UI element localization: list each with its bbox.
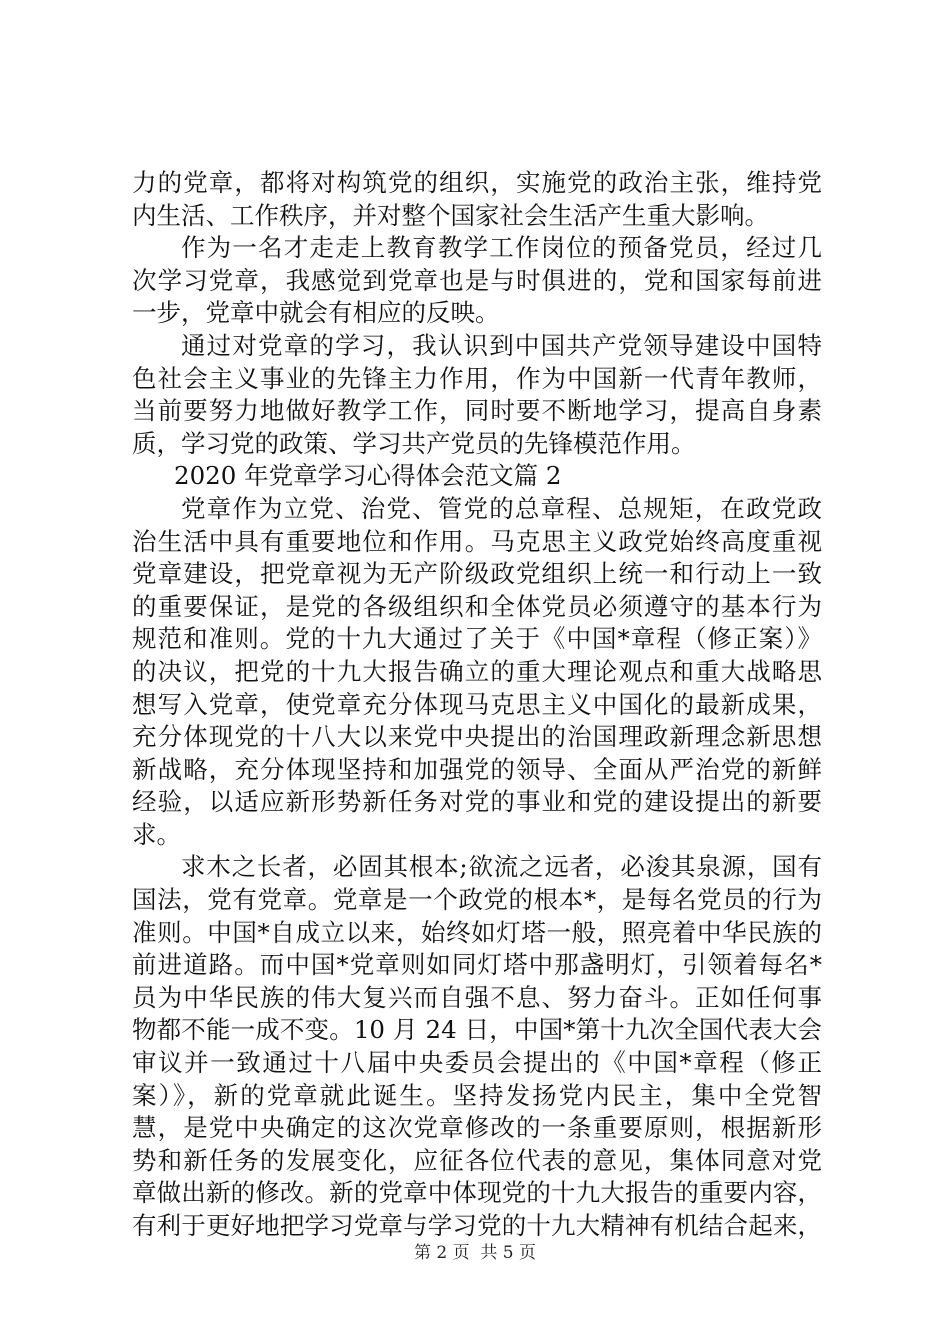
- text-line: 治生活中具有重要地位和作用。马克思主义政党始终高度重视: [132, 526, 822, 556]
- text-line: 求。: [132, 819, 181, 849]
- text-line: 力的党章，都将对构筑党的组织，实施党的政治主张，维持党: [132, 168, 822, 197]
- paragraph-first-line: 作为一名才走走上教育教学工作岗位的预备党员，经过几: [181, 233, 822, 263]
- text-line: 想写入党章，使党章充分体现马克思主义中国化的最新成果，: [132, 689, 822, 719]
- text-line: 经验，以适应新形势新任务对党的事业和党的建设提出的新要: [132, 787, 822, 817]
- text-line: 案）》，新的党章就此诞生。坚持发扬党内民主，集中全党智: [132, 1080, 822, 1110]
- text-line: 的决议，把党的十九大报告确立的重大理论观点和重大战略思: [132, 656, 822, 686]
- text-line: 势和新任务的发展变化，应征各位代表的意见，集体同意对党: [132, 1145, 822, 1175]
- text-line: 物都不能一成不变。10 月 24 日，中国*第十九次全国代表大会: [132, 1015, 822, 1045]
- text-line: 当前要努力地做好教学工作，同时要不断地学习，提高自身素: [132, 396, 822, 426]
- text-line: 次学习党章，我感觉到党章也是与时俱进的，党和国家每前进: [132, 265, 822, 295]
- paragraph-first-line: 求木之长者，必固其根本;欲流之远者，必浚其泉源，国有: [181, 852, 822, 882]
- paragraph-first-line: 党章作为立党、治党、管党的总章程、总规矩，在政党政: [181, 493, 822, 523]
- text-line: 一步，党章中就会有相应的反映。: [132, 298, 500, 328]
- document-body: [132, 167, 822, 1243]
- text-line: 前进道路。而中国*党章则如同灯塔中那盏明灯，引领着每名*: [132, 950, 822, 980]
- text-line: 慧，是党中央确定的这次党章修改的一条重要原则，根据新形: [132, 1113, 822, 1143]
- text-line: 质，学习党的政策、学习共产党员的先锋模范作用。: [132, 428, 696, 458]
- paragraph-first-line: 通过对党章的学习，我认识到中国共产党领导建设中国特: [181, 330, 822, 360]
- text-line: 员为中华民族的伟大复兴而自强不息、努力奋斗。正如任何事: [132, 982, 822, 1012]
- text-line: 审议并一致通过十八届中央委员会提出的《中国*章程（修正: [132, 1048, 822, 1078]
- text-line: 充分体现党的十八大以来党中央提出的治国理政新理念新思想: [132, 722, 822, 752]
- text-line: 章做出新的修改。新的党章中体现党的十九大报告的重要内容，: [132, 1178, 822, 1208]
- section-heading: 2020 年党章学习心得体会范文篇 2: [174, 461, 562, 491]
- text-line: 色社会主义事业的先锋主力作用，作为中国新一代青年教师，: [132, 363, 822, 393]
- text-line: 的重要保证，是党的各级组织和全体党员必须遵守的基本行为: [132, 591, 822, 621]
- text-line: 新战略，充分体现坚持和加强党的领导、全面从严治党的新鲜: [132, 754, 822, 784]
- text-line: 国法，党有党章。党章是一个政党的根本*，是每名党员的行为: [132, 885, 822, 915]
- page-number-footer: 第 2 页 共 5 页: [413, 1243, 537, 1263]
- text-line: 党章建设，把党章视为无产阶级政党组织上统一和行动上一致: [132, 559, 822, 589]
- text-line: 内生活、工作秩序，并对整个国家社会生活产生重大影响。: [132, 200, 769, 230]
- text-line: 有利于更好地把学习党章与学习党的十九大精神有机结合起来，: [132, 1211, 822, 1240]
- text-line: 规范和准则。党的十九大通过了关于《中国*章程（修正案）》: [132, 624, 822, 654]
- text-line: 准则。中国*自成立以来，始终如灯塔一般，照亮着中华民族的: [132, 917, 822, 947]
